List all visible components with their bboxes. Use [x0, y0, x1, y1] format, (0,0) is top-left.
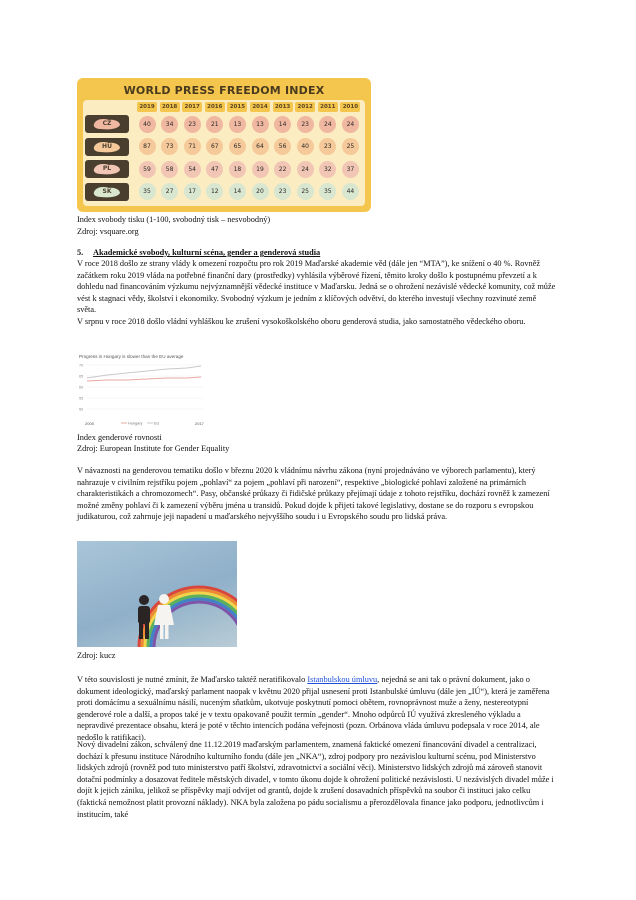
- paragraph-gender-studies: V srpnu v roce 2018 došlo vládní vyhláškou ke zrušení vysokoškolského oboru genderová studia, jako samostatného vědeckého oboru.: [77, 317, 526, 326]
- index-value: 27: [161, 183, 178, 200]
- index-value: 24: [297, 161, 314, 178]
- paragraph-academy: V roce 2018 došlo ze strany vlády k omezení rozpočtu pro rok 2019 Maďarské akademie věd (dále jen “MTA”), ke snížení o 40 %. Rovněž začátkem roku 2019 vláda na potřebné finanční dary (prostředky) vyhlásila výběrové řízení, těmito kroky došlo k postupnému převzetí a k dohledu nad financováním výzkumu nejvýznamnější vědecké instituce v Maďarsku. Jedná se o ohrožení nezávislé vědecké komunity, což může vést k stagnaci vědy, školství i ekonomiky. Svobodný výzkum je jedním z klíčových odvětví, do kterého investují všechny rozvinuté země světa.: [77, 259, 556, 315]
- index-value: 34: [161, 116, 178, 133]
- country-badge: [85, 138, 129, 156]
- rainbow-figures-photo: [77, 541, 237, 647]
- gender-index-source: Zdroj: European Institute for Gender Equality: [77, 444, 230, 453]
- index-value: 73: [161, 138, 178, 155]
- country-badge: [85, 183, 129, 201]
- index-value: 47: [206, 161, 223, 178]
- year-header: 2011: [318, 102, 338, 112]
- index-value: 17: [184, 183, 201, 200]
- paragraph-theatre-law: Nový divadelní zákon, schválený dne 11.12.2019 maďarským parlamentem, znamená faktické omezení financování divadel a centralizaci, dochází k přesunu instituce Národního kulturního fondu (dále jen „NKA“), zdroj podpory pro nezávislou kulturní scénu, pod Ministerstvo lidských zdrojů (rovněž pod tuto ministerstvo patří školství, zdravotnictví a sociální věci). Ministerstvo lidských zdrojů má zároveň stanovit dotační podmínky a dosazovat ředitele městských divadel, v tomto úkonu dojde k ohrožení politické nezávislosti. U nezávislých divadel může i dojít k jejich zániku, jelikož se příspěvky mají odvíjet od grantů, dojde k zrušení dosavadních příspěvků na soubor či instituci jako celku (faktická nemožnost platit provozní náklady). NKA byla založena po pádu socialismu a přerozdělovala finance jako podporu, jednotlivcům i institucím, také: [77, 740, 554, 819]
- x-start-label: 2005: [85, 421, 94, 426]
- year-header: 2015: [227, 102, 247, 112]
- index-table: [83, 100, 365, 206]
- country-badge: [85, 115, 129, 133]
- istanbul-text-after: , nejedná se ani tak o právní dokument, jako o dokument ideologický, maďarský parlament naopak v květnu 2020 přijal usnesení proti Istanbulské úmluvu (dále jen „IÚ“), která je zaměřena proti domácímu a sexuálnímu násilí, nuceným sňatkům, ukotvuje poskytnutí pomoci obětem, rovnoprávnost muže a ženy, nestereotypní genderové role a další, a propos také je v textu opakovaně použit termín „gender“. Mnoho odpůrců IÚ využívá zkresleného výkladu a nepravdivé prezentace obsahu, která je poté v těchto intencích podána veřejnosti (pozn. Orbánova vláda úmluvu podepsala v roce 2014, ale nedošlo k ratifikaci).: [77, 675, 550, 742]
- index-value: 23: [297, 116, 314, 133]
- section-heading: [77, 247, 320, 259]
- gender-equality-chart: [77, 351, 209, 429]
- index-value: 40: [297, 138, 314, 155]
- x-end-label: 2017: [195, 421, 204, 426]
- index-value: 40: [139, 116, 156, 133]
- year-header: 2014: [250, 102, 270, 112]
- photo-source: Zdroj: kucz: [77, 651, 116, 660]
- index-value: 18: [229, 161, 246, 178]
- rainbow-illustration: [77, 541, 237, 647]
- index-value: 71: [184, 138, 201, 155]
- chart-title: Progress in Hungary is slower than the EU average: [79, 354, 184, 359]
- y-tick-label: 70: [79, 363, 84, 368]
- year-header: 2016: [205, 102, 225, 112]
- index-value: 59: [139, 161, 156, 178]
- paragraph-istanbul-convention: [77, 674, 557, 744]
- index-value: 58: [161, 161, 178, 178]
- press-index-caption: Index svobody tisku (1-100, svobodný tisk – nesvobodný): [77, 215, 271, 224]
- gender-index-caption: Index genderové rovnosti: [77, 433, 162, 442]
- section-title: Akademické svobody, kulturní scéna, gender a genderová studia: [93, 248, 321, 257]
- country-code: PL: [102, 165, 112, 172]
- press-index-source: Zdroj: vsquare.org: [77, 227, 139, 236]
- year-header: 2018: [160, 102, 180, 112]
- index-value: 14: [229, 183, 246, 200]
- index-value: 56: [274, 138, 291, 155]
- index-value: 24: [319, 116, 336, 133]
- index-value: 54: [184, 161, 201, 178]
- y-tick-label: 60: [79, 385, 84, 390]
- y-tick-label: 50: [79, 407, 84, 412]
- index-value: 20: [252, 183, 269, 200]
- year-header: 2019: [137, 102, 157, 112]
- index-value: 67: [206, 138, 223, 155]
- index-value: 35: [139, 183, 156, 200]
- legend-hungary: Hungary: [128, 421, 143, 426]
- chart-grid: [79, 364, 203, 412]
- index-value: 13: [252, 116, 269, 133]
- index-value: 23: [184, 116, 201, 133]
- y-tick-label: 55: [79, 396, 84, 401]
- index-value: 65: [229, 138, 246, 155]
- paragraph-gender-law: V návaznosti na genderovou tematiku došlo v březnu 2020 k vládnímu návrhu zákona (nyní projednáváno ve výborech parlamentu), který nahrazuje v civilním rejstříku pojem „pohlaví“ za pojem „pohlaví při narození“, respektive „biologické pohlaví založené na primárních charakteristikách a chromozomech“. Pasy, občanské průkazy či řidičské průkazy přejímají údaje z tohoto rejstříku, dochází rovněž k zamezení možné změny pohlaví či k zamezení výběru jména u transidů. Pokud dojde k přijetí takové legislativy, dostane se do rozporu s evropskou judikaturou, což zahrnuje jeji napadení u maďarského nejvyššího soudu i u Evropského soudu pro lidská práva.: [77, 466, 550, 522]
- graphic-title: WORLD PRESS FREEDOM INDEX: [123, 84, 325, 97]
- country-code: CZ: [102, 120, 112, 127]
- index-value: 23: [319, 138, 336, 155]
- index-value: 21: [206, 116, 223, 133]
- year-header: 2013: [273, 102, 293, 112]
- index-value: 24: [342, 116, 359, 133]
- index-value: 44: [342, 183, 359, 200]
- country-code: HU: [102, 142, 112, 150]
- index-value: 37: [342, 161, 359, 178]
- year-header: 2012: [295, 102, 315, 112]
- index-value: 64: [252, 138, 269, 155]
- index-value: 22: [274, 161, 291, 178]
- hungary-series-line: [87, 377, 201, 381]
- press-freedom-index-graphic: [77, 78, 371, 212]
- index-value: 14: [274, 116, 291, 133]
- index-value: 87: [139, 138, 156, 155]
- year-header: 2010: [340, 102, 360, 112]
- country-code: SK: [102, 187, 112, 195]
- index-value: 35: [319, 183, 336, 200]
- index-value: 25: [297, 183, 314, 200]
- istanbul-convention-link[interactable]: Istanbulskou úmluvu: [307, 675, 378, 684]
- year-header: 2017: [182, 102, 202, 112]
- index-value: 23: [274, 183, 291, 200]
- section-number: 5.: [77, 248, 84, 257]
- index-value: 25: [342, 138, 359, 155]
- legend-eu: EU: [154, 421, 160, 426]
- index-value: 12: [206, 183, 223, 200]
- y-tick-label: 65: [79, 374, 84, 379]
- index-value: 32: [319, 161, 336, 178]
- istanbul-text-before: V této souvislosti je nutné zmínit, že Maďarsko taktéž neratifikovalo: [77, 675, 308, 684]
- country-badge: [85, 160, 129, 178]
- index-value: 13: [229, 116, 246, 133]
- index-value: 19: [252, 161, 269, 178]
